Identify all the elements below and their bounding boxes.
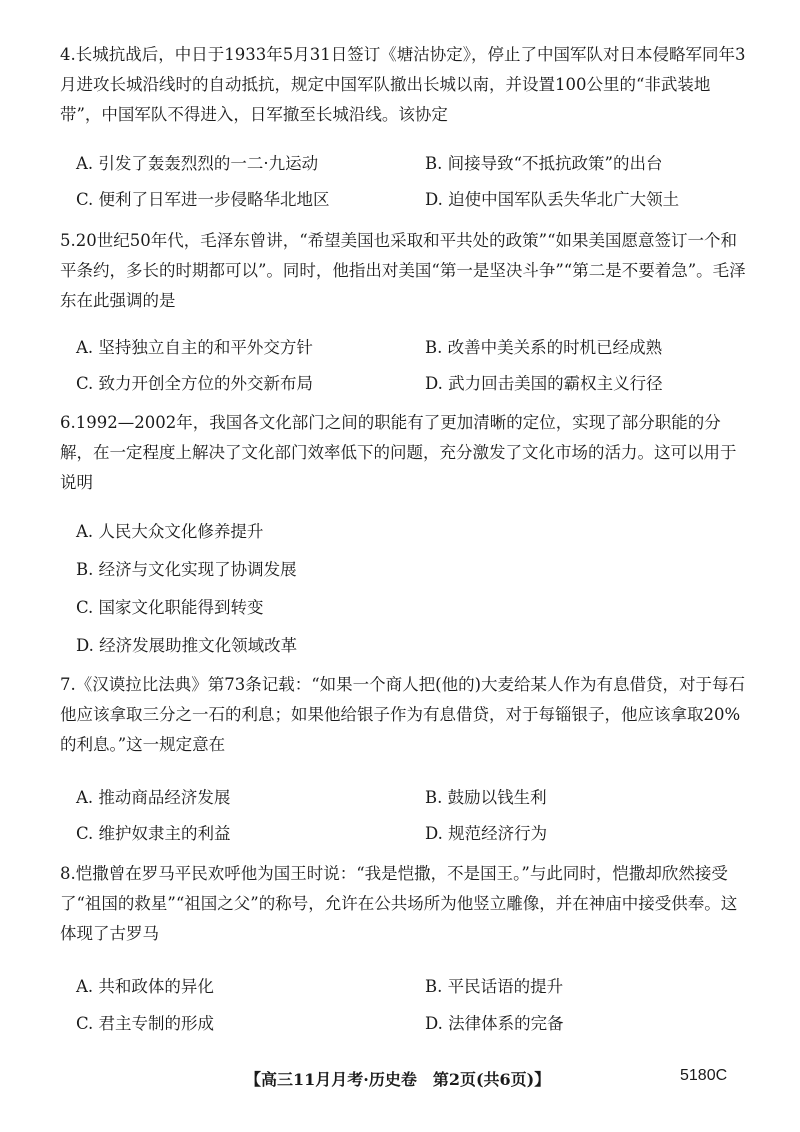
option-b: B. 平民话语的提升: [425, 977, 564, 996]
option-a: A. 推动商品经济发展: [76, 788, 231, 807]
exam-page-info: 【高三11月月考·历史卷 第2页(共6页)】: [245, 1070, 551, 1089]
option-c: C. 致力开创全方位的外交新布局: [76, 374, 314, 393]
option-c: C. 君主专制的形成: [76, 1014, 215, 1033]
option-d: D. 武力回击美国的霸权主义行径: [425, 374, 663, 393]
option-c: C. 便利了日军进一步侵略华北地区: [76, 190, 330, 209]
option-b: B. 改善中美关系的时机已经成熟: [425, 338, 663, 357]
question-stem: 6.1992—2002年，我国各文化部门之间的职能有了更加清晰的定位，实现了部分职能的分解，在一定程度上解决了文化部门效率低下的问题，充分激发了文化市场的活力。这可以用于说明: [60, 413, 737, 492]
option-d: D. 经济发展助推文化领域改革: [76, 636, 298, 655]
question-stem: 8.恺撒曾在罗马平民欢呼他为国王时说：“我是恺撒，不是国王。”与此同时，恺撒却欣然接受了“祖国的救星”“祖国之父”的称号，允许在公共场所为他竖立雕像，并在神庙中接受供奉。这体现了古罗马: [60, 864, 738, 943]
question-stem: 7.《汉谟拉比法典》第73条记载：“如果一个商人把(他的)大麦给某人作为有息借贷，对于每石他应该拿取三分之一石的利息；如果他给银子作为有息借贷，对于每锱银子，他应该拿取20%的利息。”这一规定意在: [60, 675, 746, 754]
page-footer: [0, 1067, 800, 1093]
option-a: A. 引发了轰轰烈烈的一二·九运动: [76, 154, 319, 173]
option-d: D. 规范经济行为: [425, 824, 548, 843]
option-a: A. 人民大众文化修养提升: [76, 522, 264, 541]
option-b: B. 鼓励以钱生利: [425, 788, 547, 807]
question-stem: 4.长城抗战后，中日于1933年5月31日签订《塘沽协定》，停止了中国军队对日本侵略军同年3月进攻长城沿线时的自动抵抗，规定中国军队撤出长城以南，并设置100公里的“非武装地带”，中国军队不得进入，日军撤至长城沿线。该协定: [60, 45, 746, 124]
option-a: A. 共和政体的异化: [76, 977, 214, 996]
option-d: D. 法律体系的完备: [425, 1014, 564, 1033]
question-stem: 5.20世纪50年代，毛泽东曾讲，“希望美国也采取和平共处的政策”“如果美国愿意签订一个和平条约，多长的时期都可以”。同时，他指出对美国“第一是坚决斗争”“第二是不要着急”。毛泽东在此强调的是: [60, 231, 746, 310]
exam-code: 5180C: [680, 1067, 728, 1084]
option-d: D. 迫使中国军队丢失华北广大领土: [425, 190, 680, 209]
option-c: C. 维护奴隶主的利益: [76, 824, 231, 843]
option-b: B. 间接导致“不抵抗政策”的出台: [425, 154, 663, 173]
option-c: C. 国家文化职能得到转变: [76, 598, 264, 617]
option-a: A. 坚持独立自主的和平外交方针: [76, 338, 313, 357]
option-b: B. 经济与文化实现了协调发展: [76, 560, 297, 579]
